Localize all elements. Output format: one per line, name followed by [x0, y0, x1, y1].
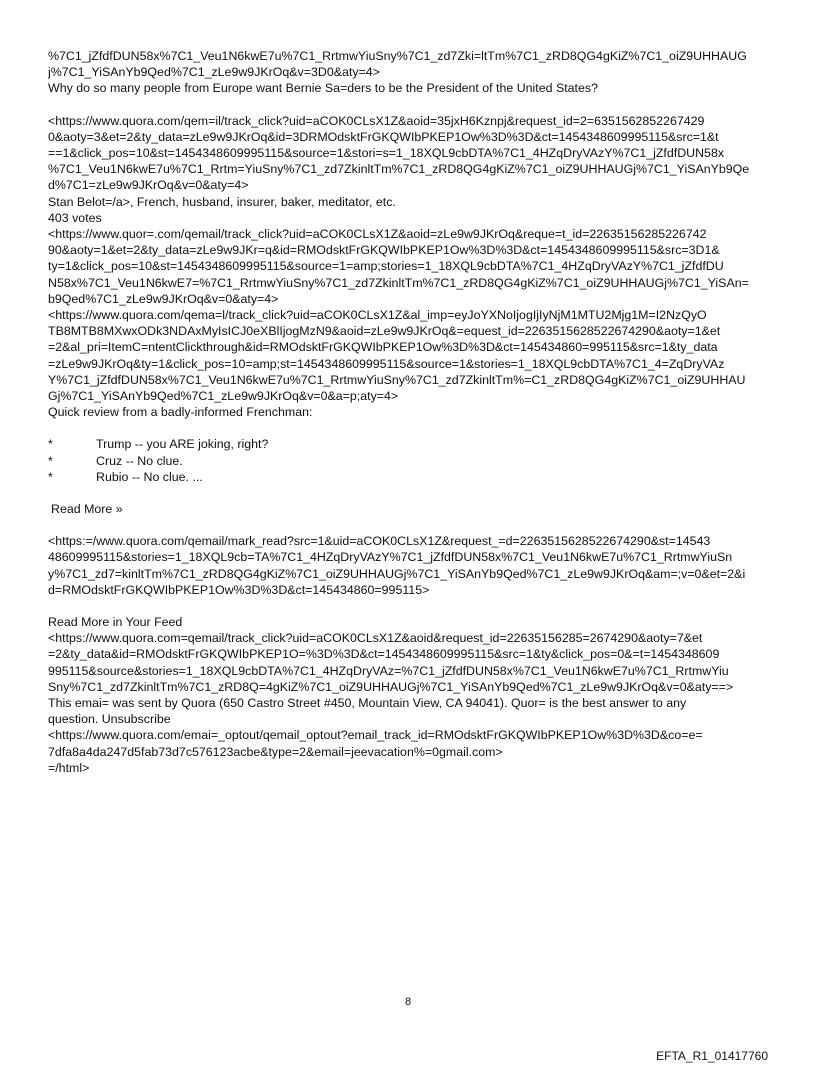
text-line: <https://www.quor=.com/qemail/track_click?uid=aCOK0CLsX1Z&aoid=zLe9w9JKrOq&reque=t_id=22635156285226742 [48, 227, 707, 242]
unsubscribe-line: question. Unsubscribe [48, 712, 171, 727]
text-line: =zLe9w9JKrOq&ty=1&click_pos=10=amp;st=1454348609995115&source=1&stories=1_18XQL9cbDTA%7C1_4=ZqDryVAz [48, 356, 725, 371]
bullet-item [48, 436, 770, 452]
text-line: Y%7C1_jZfdfDUN58x%7C1_Veu1N6kwE7u%7C1_RrtmwYiuSny%7C1_zd7ZkinltTm%=C1_zRD8QG4gKiZ%7C1_oiZ9UHHAU [48, 372, 746, 387]
author-line: Stan Belot=/a>, French, husband, insurer, baker, meditator, etc. [48, 194, 396, 209]
text-line: b9Qed%7C1_zLe9w9JKrOq&v=0&aty=4> [48, 291, 279, 306]
bullet-item [48, 469, 770, 485]
question-line: Why do so many people from Europe want Bernie Sa=ders to be the President of the United States? [48, 81, 598, 96]
text-line: <https://www.quora.com=qemail/track_click?uid=aCOK0CLsX1Z&aoid&request_id=22635156285=2674290&aoty=7&et [48, 631, 703, 646]
text-line: 90&aoty=1&et=2&ty_data=zLe9w9JKr=q&id=RMOdsktFrGKQWIbPKEP1Ow%3D%3D&ct=1454348609995115&src=3D1& [48, 243, 720, 258]
text-line: ==1&click_pos=10&st=1454348609995115&source=1&stori=s=1_18XQL9cbDTA%7C1_4HZqDryVAzY%7C1_jZfdfDUN58x [48, 146, 725, 161]
document-page [48, 48, 770, 776]
text-line: y%7C1_zd7=kinltTm%7C1_zRD8QG4gKiZ%7C1_oiZ9UHHAUGj%7C1_YiSAnYb9Qed%7C1_zLe9w9JKrOq&am=;v=0&et=2&i [48, 566, 746, 581]
spacer [48, 420, 770, 436]
bullet-marker: * [48, 453, 53, 468]
text-block-2 [48, 113, 770, 421]
text-line: d=RMOdsktFrGKQWIbPKEP1Ow%3D%3D&ct=145434860=995115> [48, 582, 430, 597]
text-line: =2&al_pri=ItemC=ntentClickthrough&id=RMOdsktFrGKQWIbPKEP1Ow%3D%3D&ct=145434860=995115&src=1&ty_data [48, 340, 718, 355]
text-line: %7C1_Veu1N6kwE7u%7C1_Rrtm=YiuSny%7C1_zd7ZkinltTm%7C1_zRD8QG4gKiZ%7C1_oiZ9UHHAUGj%7C1_YiSAnYb9Qe [48, 162, 750, 177]
text-block-3 [48, 533, 770, 598]
bullet-marker: * [48, 469, 53, 484]
bullet-marker: * [48, 437, 53, 452]
spacer [48, 598, 770, 614]
bullet-list [48, 436, 770, 485]
text-line: ty=1&click_pos=10&st=1454348609995115&source=1=amp;stories=1_18XQL9cbDTA%7C1_4HZqDryVAzY%7C1_jZfdfDU [48, 259, 724, 274]
spacer [48, 517, 770, 533]
votes-line: 403 votes [48, 210, 102, 225]
text-line: j%7C1_YiSAnYb9Qed%7C1_zLe9w9JKrOq&v=3D0&aty=4> [48, 65, 380, 80]
text-line: <https:=/www.quora.com/qemail/mark_read?src=1&uid=aCOK0CLsX1Z&request_=d=2263515628522674290&st=14543 [48, 534, 711, 549]
text-line: d%7C1=zLe9w9JKrOq&v=0&aty=4> [48, 178, 249, 193]
text-line: <https://www.quora.com/qema=l/track_click?uid=aCOK0CLsX1Z&al_imp=eyJoYXNoIjogIjIyNjM1MTU2Mjg1M=I2NzQyO [48, 308, 707, 323]
text-line: 7dfa8a4da247d5fab73d7c576123acbe&type=2&email=jeevacation%=0gmail.com> [48, 744, 503, 759]
text-line: =/html> [48, 760, 90, 775]
text-line: 995115&source&stories=1_18XQL9cbDTA%7C1_4HZqDryVAz=%7C1_jZfdfDUN58x%7C1_Veu1N6kwE7u%7C1_RrtmwYiu [48, 663, 729, 678]
text-line: %7C1_jZfdfDUN58x%7C1_Veu1N6kwE7u%7C1_RrtmwYiuSny%7C1_zd7Zki=ltTm%7C1_zRD8QG4gKiZ%7C1_oiZ9UHHAUG [48, 49, 747, 63]
bullet-text: Trump -- you ARE joking, right? [96, 437, 269, 452]
read-more-link[interactable]: Read More » [51, 502, 123, 517]
feed-link-label: Read More in Your Feed [48, 615, 183, 630]
text-line: 48609995115&stories=1_18XQL9cb=TA%7C1_4HZqDryVAzY%7C1_jZfdfDUN58x%7C1_Veu1N6kwE7u%7C1_RrtmwYiuSn [48, 550, 733, 565]
text-line: TB8MTB8MXwxODk3NDAxMyIsICJ0eXBlIjogMzN9&aoid=zLe9w9JKrOq&=equest_id=2263515628522674290&aoty=1&et [48, 324, 721, 339]
review-intro-line: Quick review from a badly-informed Frenchman: [48, 405, 313, 420]
footer-line: This emai= was sent by Quora (650 Castro Street #450, Mountain View, CA 94041). Quor= is the best answer to any [48, 696, 687, 711]
document-id: EFTA_R1_01417760 [656, 1049, 768, 1063]
text-line: <https://www.quora.com/emai=_optout/qemail_optout?email_track_id=RMOdsktFrGKQWIbPKEP1Ow%3D%3D&co=e= [48, 728, 703, 743]
text-line: <https://www.quora.com/qem=il/track_click?uid=aCOK0CLsX1Z&aoid=35jxH6Kznpj&request_id=2=6351562852267429 [48, 113, 705, 128]
text-block-4 [48, 614, 770, 776]
text-line: 0&aoty=3&et=2&ty_data=zLe9w9JKrOq&id=3DRMOdsktFrGKQWIbPKEP1Ow%3D%3D&ct=1454348609995115&src=1&t [48, 129, 719, 144]
text-line: Gj%7C1_YiSAnYb9Qed%7C1_zLe9w9JKrOq&v=0&a=p;aty=4> [48, 389, 399, 404]
text-block-1 [48, 48, 770, 97]
page-number: 8 [404, 996, 412, 1008]
bullet-text: Rubio -- No clue. ... [96, 469, 203, 484]
bullet-item [48, 453, 770, 469]
text-line: Sny%7C1_zd7ZkinltTm%7C1_zRD8Q=4gKiZ%7C1_oiZ9UHHAUGj%7C1_YiSAnYb9Qed%7C1_zLe9w9JKrOq&v=0&aty==> [48, 679, 734, 694]
bullet-text: Cruz -- No clue. [96, 453, 183, 468]
text-line: =2&ty_data&id=RMOdsktFrGKQWIbPKEP1O=%3D%3D&ct=1454348609995115&src=1&ty&click_pos=0&=t=1454348609 [48, 647, 720, 662]
spacer [48, 485, 770, 501]
spacer [48, 97, 770, 113]
text-line: N58x%7C1_Veu1N6kwE7=%7C1_RrtmwYiuSny%7C1_zd7ZkinltTm%7C1_zRD8QG4gKiZ%7C1_oiZ9UHHAUGj%7C1_YiSAn= [48, 275, 749, 290]
